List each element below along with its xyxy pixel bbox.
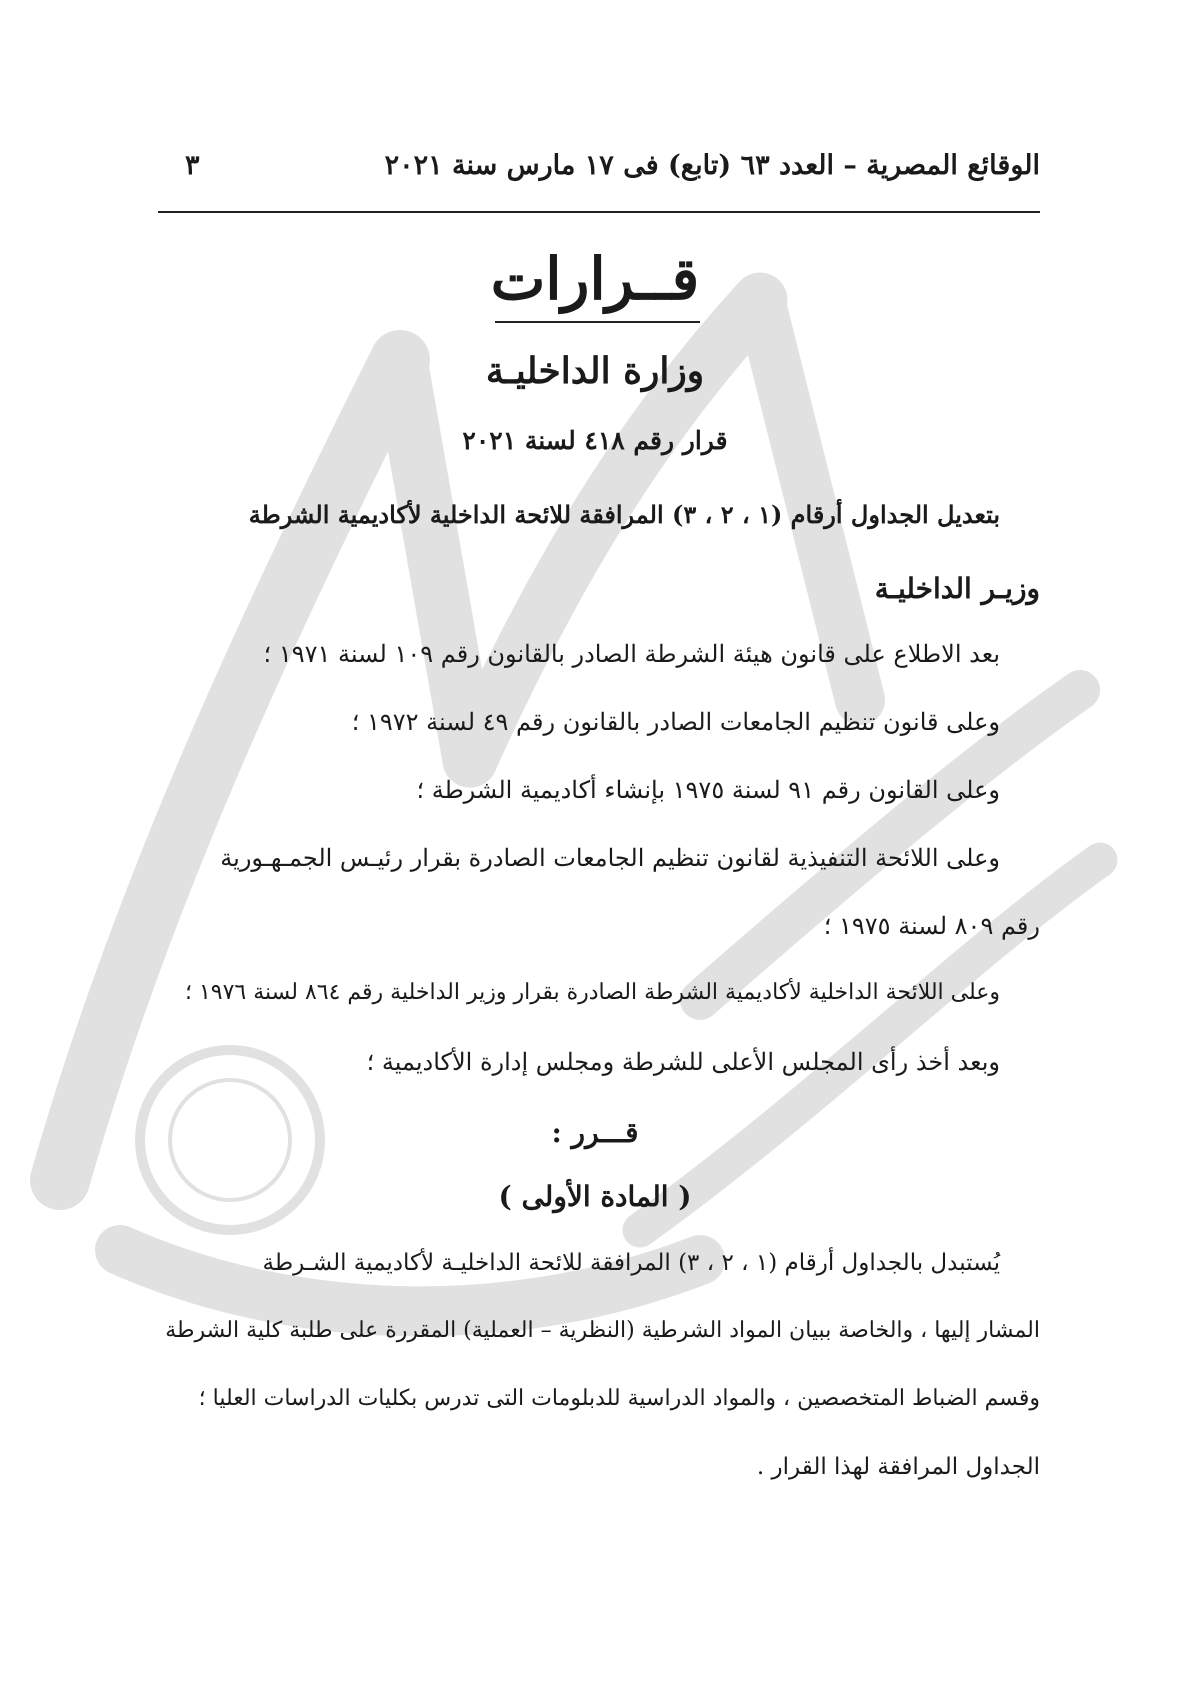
preamble-line: وعلى اللائحة التنفيذية لقانون تنظيم الجامعات الصادرة بقرار رئيـس الجمـهـورية: [220, 844, 1000, 872]
issuer-title: وزيـر الداخليـة: [874, 572, 1040, 605]
preamble-line: وعلى اللائحة الداخلية لأكاديمية الشرطة الصادرة بقرار وزير الداخلية رقم ٨٦٤ لسنة ١٩٧٦ ؛: [184, 980, 1000, 1005]
decree-number: قرار رقم ٤١٨ لسنة ٢٠٢١: [462, 426, 728, 455]
article-line: المشار إليها ، والخاصة ببيان المواد الشرطية (النظرية – العملية) المقررة على طلبة كلية الشرطة: [165, 1318, 1040, 1343]
page-number: ٣: [185, 150, 200, 181]
ministry-name: وزارة الداخليـة: [485, 350, 705, 392]
running-title: الوقائع المصرية – العدد ٦٣ (تابع) فى ١٧ مارس سنة ٢٠٢١: [384, 150, 1040, 181]
gazette-page: [150, 140, 1040, 1480]
article-line: يُستبدل بالجداول أرقام (١ ، ٢ ، ٣) المرافقة للائحة الداخليـة لأكاديمية الشـرطة: [262, 1250, 1000, 1276]
decision-heading: قـــرر :: [551, 1116, 639, 1149]
header-divider: [158, 211, 1040, 213]
section-title: قــرارات: [490, 245, 700, 313]
preamble-line: وعلى القانون رقم ٩١ لسنة ١٩٧٥ بإنشاء أكاديمية الشرطة ؛: [416, 776, 1000, 804]
decree-subject: بتعديل الجداول أرقام (١ ، ٢ ، ٣) المرافقة للائحة الداخلية لأكاديمية الشرطة: [248, 500, 1000, 529]
preamble-line: وعلى قانون تنظيم الجامعات الصادر بالقانون رقم ٤٩ لسنة ١٩٧٢ ؛: [351, 708, 1000, 736]
article-heading: ( المادة الأولى ): [498, 1180, 692, 1213]
title-underline: [495, 321, 700, 323]
preamble-line: رقم ٨٠٩ لسنة ١٩٧٥ ؛: [823, 912, 1040, 940]
article-line: الجداول المرافقة لهذا القرار .: [756, 1454, 1040, 1480]
page-header: [150, 140, 1040, 200]
article-line: وقسم الضباط المتخصصين ، والمواد الدراسية للدبلومات التى تدرس بكليات الدراسات العليا ؛: [198, 1386, 1040, 1411]
preamble-line: بعد الاطلاع على قانون هيئة الشرطة الصادر بالقانون رقم ١٠٩ لسنة ١٩٧١ ؛: [263, 640, 1000, 668]
preamble-line: وبعد أخذ رأى المجلس الأعلى للشرطة ومجلس إدارة الأكاديمية ؛: [366, 1048, 1000, 1076]
